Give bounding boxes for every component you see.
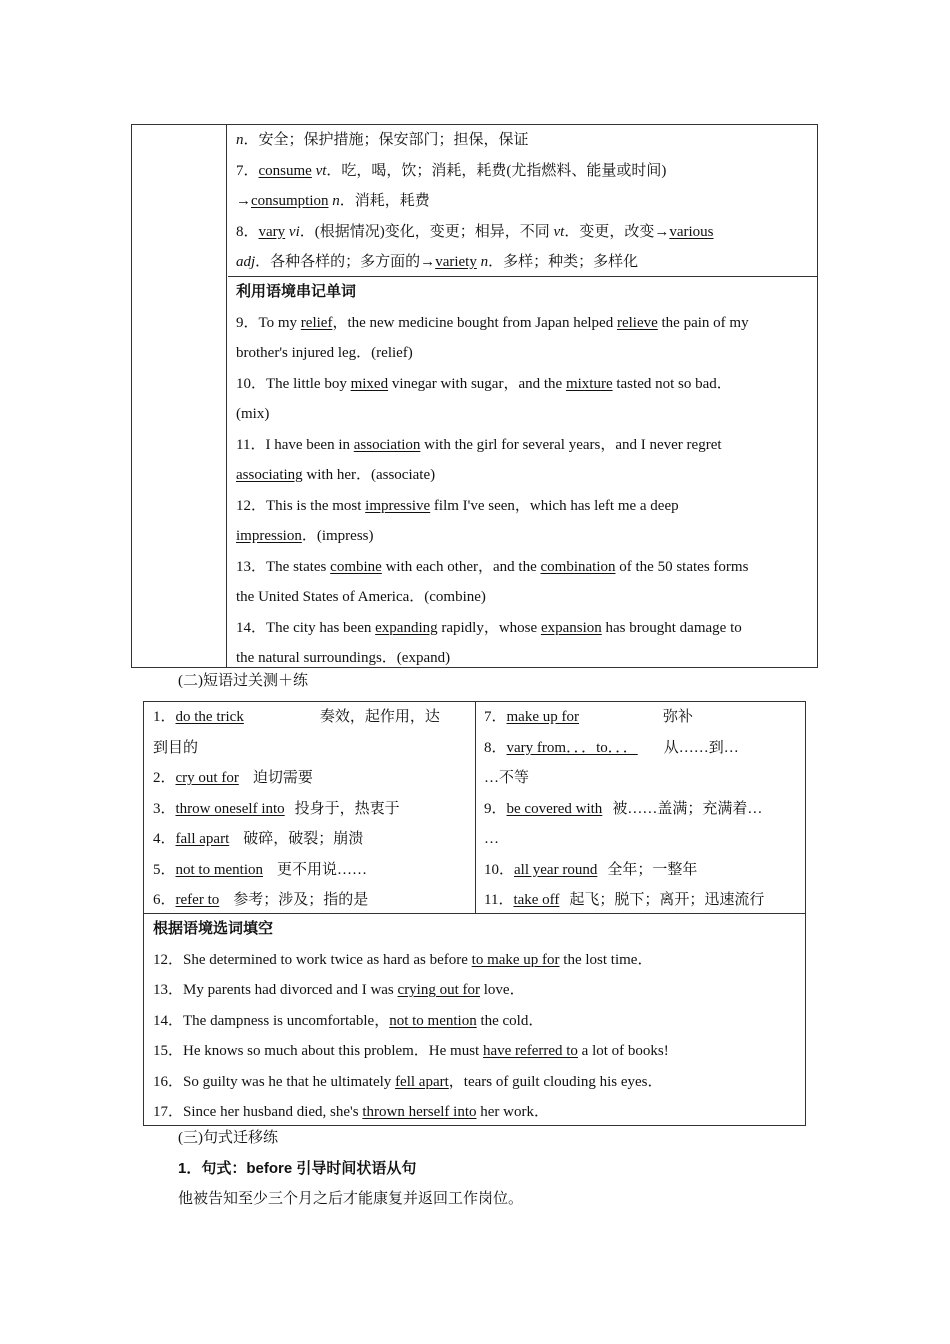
phrase-table bbox=[143, 701, 806, 1126]
context-item-13-cont: the United States of America．(combine) bbox=[236, 589, 486, 605]
answer-consume: consume bbox=[258, 162, 312, 179]
pattern-1-sentence: 他被告知至少三个月之后才能康复并返回工作岗位。 bbox=[178, 1191, 524, 1207]
phrase-item-6: 6．refer to 参考；涉及；指的是 bbox=[153, 892, 369, 908]
context-item-10-cont: (mix) bbox=[236, 406, 270, 422]
section-3-title: (三)句式迁移练 bbox=[178, 1130, 278, 1146]
answer-variety: variety bbox=[435, 254, 477, 270]
fill-item-13: 13．My parents had divorced and I was crying out for love． bbox=[153, 982, 525, 998]
context-item-14-cont: the natural surroundings．(expand) bbox=[236, 650, 451, 666]
context-item-12-cont: impression．(impress) bbox=[236, 528, 374, 544]
vocab-table bbox=[131, 124, 818, 668]
fill-item-16: 16．So guilty was he that he ultimately fell apart，tears of guilt clouding his eyes． bbox=[153, 1073, 663, 1090]
context-item-14: 14．The city has been expanding rapidly，whose expansion has brought damage to bbox=[236, 619, 742, 636]
vocab-context-section bbox=[228, 277, 818, 668]
context-item-11-cont: associating with her．(associate) bbox=[236, 467, 436, 483]
phrase-list-right bbox=[476, 702, 805, 914]
phrase-list-left bbox=[144, 702, 476, 914]
phrase-item-5: 5．not to mention 更不用说…… bbox=[153, 861, 368, 878]
phrase-item-8: 8．vary from．．．to．．． 从……到… bbox=[484, 739, 739, 756]
answer-various: various bbox=[669, 223, 714, 240]
context-item-11: 11．I have been in association with the girl for several years，and I never regret bbox=[236, 436, 722, 453]
fill-item-15: 15．He knows so much about this problem．He must have referred to a lot of books! bbox=[153, 1043, 669, 1059]
fill-item-12: 12．She determined to work twice as hard as before to make up for the lost time． bbox=[153, 951, 653, 968]
pattern-1-heading: 1．句式：before 引导时间状语从句 bbox=[178, 1160, 417, 1177]
phrase-item-1-cont: 到目的 bbox=[153, 739, 199, 756]
context-heading: 利用语境串记单词 bbox=[236, 283, 357, 300]
fill-item-17: 17．Since her husband died, she's thrown herself into her work． bbox=[153, 1104, 549, 1120]
phrase-item-2: 2．cry out for 迫切需要 bbox=[153, 770, 313, 786]
phrase-item-9: 9．be covered with 被……盖满；充满着… bbox=[484, 800, 763, 817]
phrase-item-7: 7．make up for 弥补 bbox=[484, 709, 694, 725]
answer-consumption: consumption bbox=[251, 193, 329, 209]
phrase-item-10: 10．all year round 全年；一整年 bbox=[484, 861, 698, 878]
phrase-item-1: 1．do the trick 奏效，起作用，达 bbox=[153, 709, 440, 725]
phrase-item-3: 3．throw oneself into 投身于，热衷于 bbox=[153, 800, 400, 817]
fill-item-14: 14．The dampness is uncomfortable，not to mention the cold． bbox=[153, 1012, 544, 1029]
phrase-item-9-cont: … bbox=[484, 831, 499, 847]
vocab-item-8-derived: adj．各种各样的；多方面的→variety n．多样；种类；多样化 bbox=[236, 254, 639, 270]
section-2-title: (二)短语过关测＋练 bbox=[178, 673, 308, 689]
vocab-item-7-derived: →consumption n．消耗，耗费 bbox=[236, 193, 430, 209]
context-item-12: 12．This is the most impressive film I've seen，which has left me a deep bbox=[236, 497, 679, 514]
fill-blank-heading: 根据语境选词填空 bbox=[153, 920, 274, 937]
vocab-item-7: 7．consume vt．吃，喝，饮；消耗，耗费(尤指燃料、能量或时间) bbox=[236, 162, 667, 179]
context-item-9: 9．To my relief，the new medicine bought from Japan helped relieve the pain of my bbox=[236, 314, 749, 331]
phrase-item-8-cont: …不等 bbox=[484, 770, 530, 786]
fill-blank-section bbox=[144, 914, 805, 1125]
phrase-item-4: 4．fall apart 破碎，破裂；崩溃 bbox=[153, 831, 364, 847]
phrase-item-11: 11．take off 起飞；脱下；离开；迅速流行 bbox=[484, 892, 765, 908]
vocab-table-left-column bbox=[132, 125, 227, 667]
context-item-10: 10．The little boy mixed vinegar with sugar，and the mixture tasted not so bad． bbox=[236, 375, 732, 392]
answer-vary: vary bbox=[258, 223, 286, 240]
vocab-item-8: 8．vary vi．(根据情况)变化，变更；相异，不同 vt．变更，改变→various bbox=[236, 223, 714, 240]
context-item-9-cont: brother's injured leg．(relief) bbox=[236, 345, 413, 361]
vocab-line-security: n．安全；保护措施；保安部门；担保，保证 bbox=[236, 132, 529, 148]
context-item-13: 13．The states combine with each other，and the combination of the 50 states forms bbox=[236, 558, 749, 575]
vocab-word-list bbox=[228, 125, 818, 277]
